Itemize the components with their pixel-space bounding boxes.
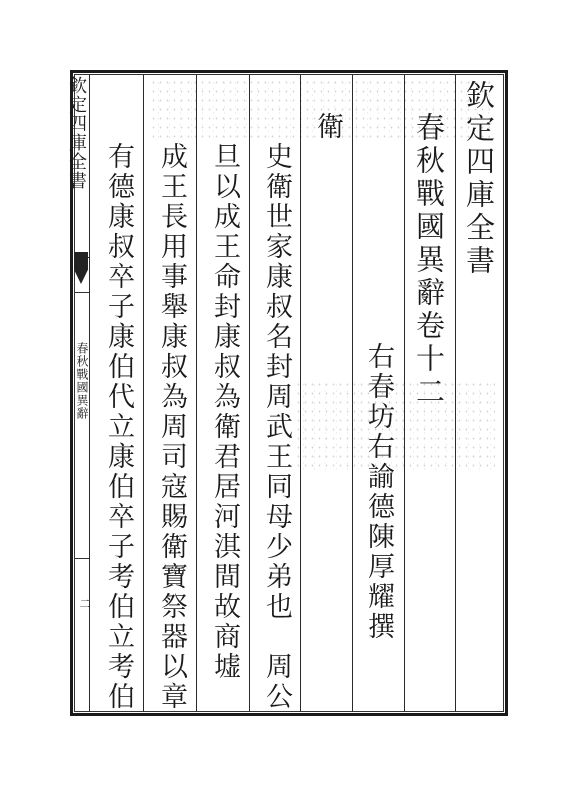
book-volume-title: 春秋戰國異辭卷十二 bbox=[412, 112, 446, 409]
margin-book-title: 春秋戰國異辭 bbox=[75, 342, 89, 420]
body-column-2: 旦以成王命封康叔為衛君居河淇間故商墟 bbox=[209, 142, 240, 682]
margin-divider bbox=[74, 558, 89, 559]
body-column-4: 有德康叔卒子康伯代立康伯卒子考伯立考伯 bbox=[103, 142, 134, 712]
column-rule bbox=[249, 74, 250, 712]
column-rule bbox=[300, 74, 301, 712]
author-line: 右春坊右諭德陳厚耀撰 bbox=[363, 342, 394, 642]
margin-leaf-number: 二 bbox=[78, 598, 91, 609]
library-title: 欽定四庫全書 bbox=[462, 80, 496, 278]
column-rule bbox=[455, 74, 456, 712]
margin-divider bbox=[74, 292, 89, 293]
column-rule bbox=[196, 74, 197, 712]
body-column-1: 史衛世家康叔名封周武王同母少弟也 周公 bbox=[261, 142, 292, 712]
section-title: 衛 bbox=[312, 112, 343, 142]
body-column-3: 成王長用事舉康叔為周司寇賜衛寶祭器以章 bbox=[156, 142, 187, 712]
column-rule bbox=[404, 74, 405, 712]
column-rule bbox=[352, 74, 353, 712]
margin-library-title: 欽定四庫全書 bbox=[66, 76, 87, 190]
column-rule bbox=[143, 74, 144, 712]
